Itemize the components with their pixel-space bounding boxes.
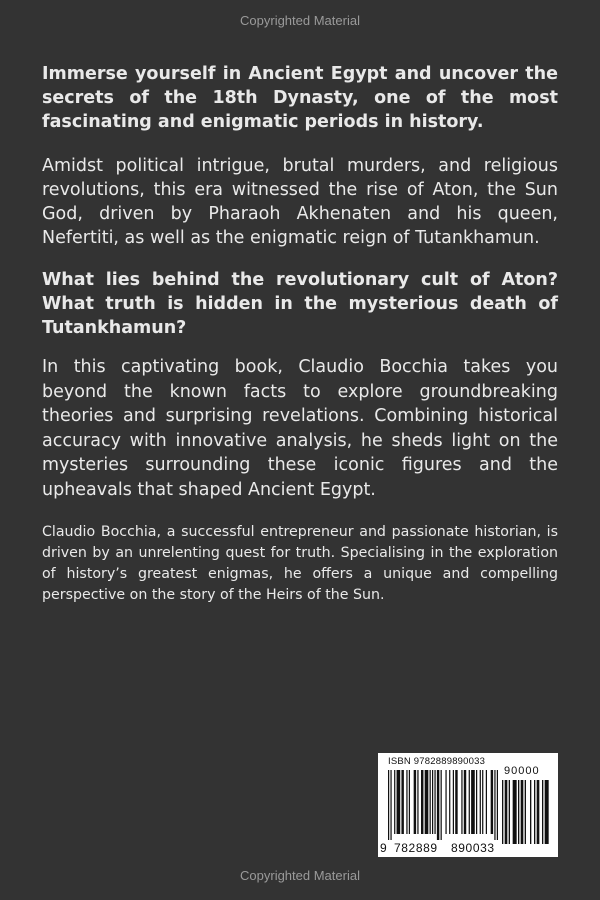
copyright-watermark-bottom: Copyrighted Material [240,868,360,883]
intro-paragraph: Immerse yourself in Ancient Egypt and uncover the secrets of the 18th Dynasty, one of the most fascinating and enigmatic periods in history. [42,64,558,132]
barcode-digits [380,841,495,855]
barcode-main-bars [388,770,498,840]
book-description-paragraph: In this captivating book, Claudio Bocchia takes you beyond the known facts to explore groundbreaking theories and surprising revelations. Combining historical accuracy with innovative analysis, he sheds light on the mysteries surrounding these iconic figures and the upheavals that shaped Ancient Egypt. [42,357,558,500]
isbn-barcode [378,753,558,857]
copyright-watermark-top: Copyrighted Material [240,13,360,28]
context-paragraph: Amidst political intrigue, brutal murders, and religious revolutions, this era witnessed the rise of Aton, the Sun God, driven by Pharaoh Akhenaten and his queen, Nefertiti, as well as the enigmatic reign of Tutankhamun. [42,156,558,248]
author-bio-paragraph: Claudio Bocchia, a successful entrepreneur and passionate historian, is driven by an unrelenting quest for truth. Specialising in the exploration of history’s greatest enigmas, he offers a unique and compelling perspective on the story of the Heirs of the Sun. [42,524,558,603]
barcode-digit-group-2: 890033 [451,841,495,855]
barcode-addon-bars [502,780,550,850]
barcode-digit-first: 9 [380,841,388,855]
barcode-digit-group-1: 782889 [394,841,438,855]
question-paragraph: What lies behind the revolutionary cult of Aton? What truth is hidden in the mysterious death of Tutankhamun? [42,270,558,338]
barcode-addon-number: 90000 [504,765,540,777]
isbn-label: ISBN 9782889890033 [388,756,486,767]
